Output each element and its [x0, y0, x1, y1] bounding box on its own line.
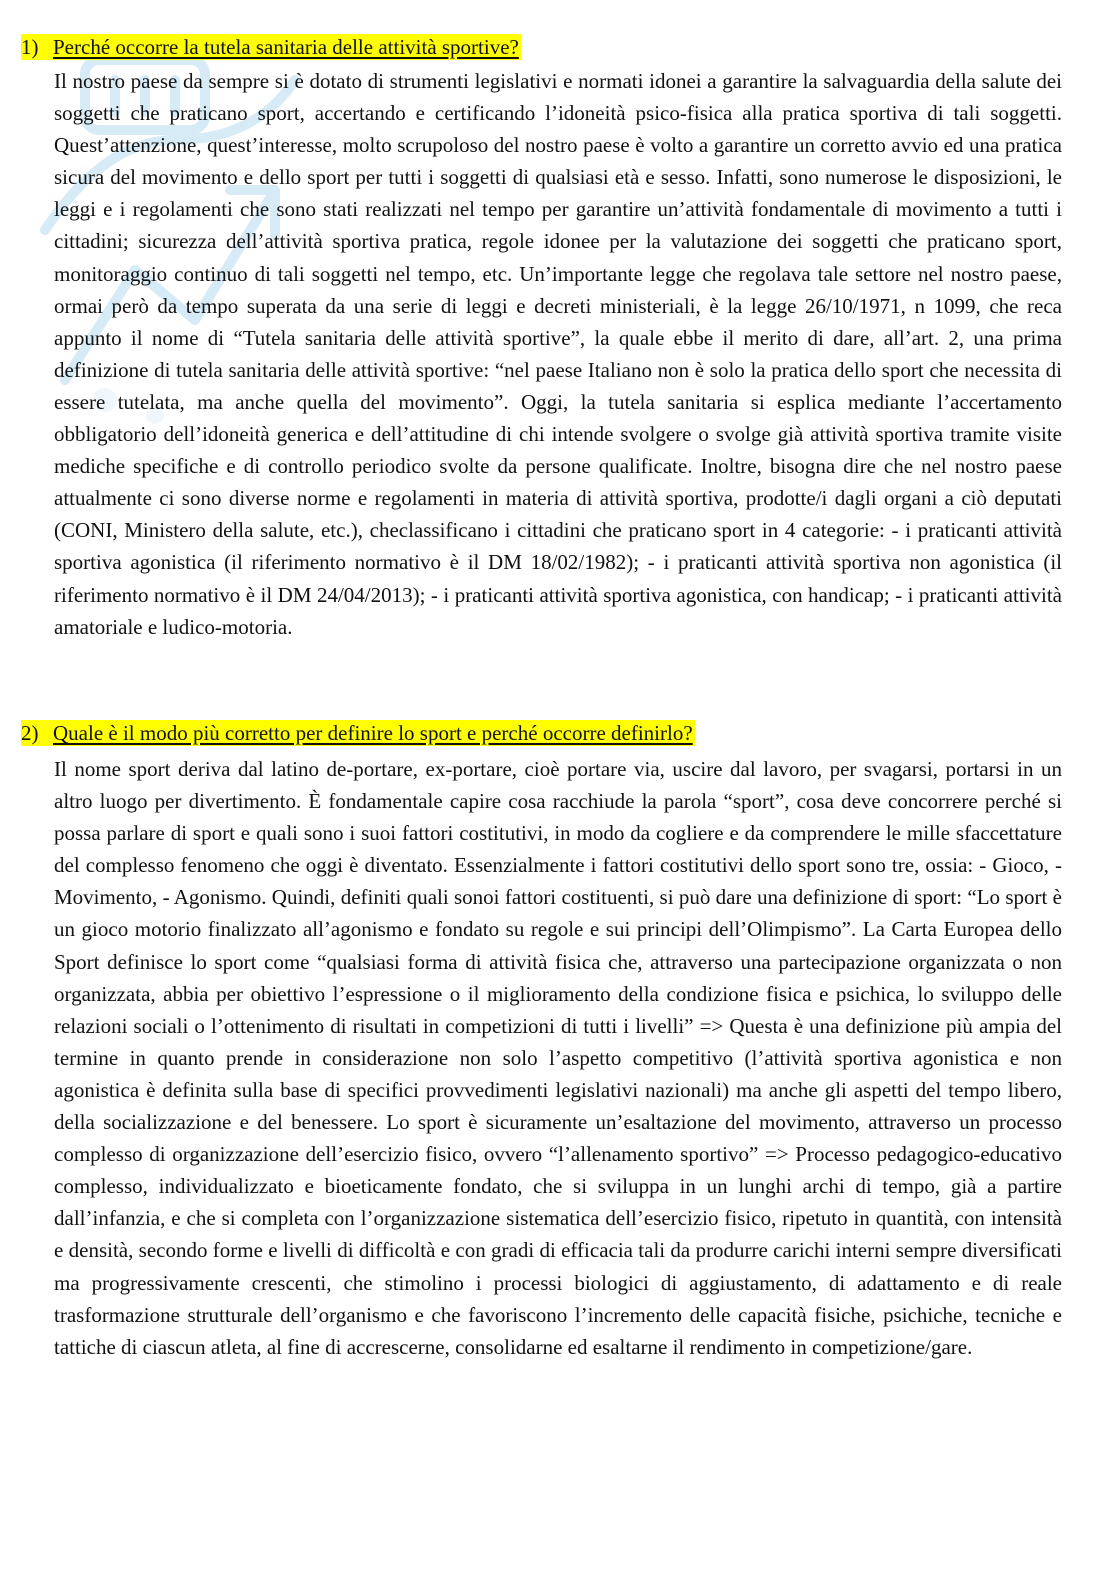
question-title: Perché occorre la tutela sanitaria delle attività sportive? — [53, 35, 519, 59]
question-heading — [21, 720, 695, 746]
question-heading — [21, 34, 521, 60]
answer-paragraph: Il nostro paese da sempre si è dotato di strumenti legislativi e normati idonei a garantire la salvaguardia della salute dei soggetti che praticano sport, accertando e certificando l’idoneità psico-fisica alla pratica sportiva di tali soggetti. Quest’attenzione, quest’interesse, molto scrupoloso del nostro paese è volto a garantire un corretto avvio ed una pratica sicura del movimento e dello sport per tutti i soggetti di qualsiasi età e sesso. Infatti, sono numerose le disposizioni, le leggi e i regolamenti che sono stati realizzati nel tempo per garantire un’attività fondamentale di movimento a tutti i cittadini; sicurezza dell’attività sportiva pratica, regole idonee per la valutazione dei soggetti che praticano sport, monitoraggio continuo di tali soggetti nel tempo, etc. Un’importante legge che regolava tale settore nel nostro paese, ormai però da tempo superata da una serie di leggi e decreti ministeriali, è la legge 26/10/1971, n 1099, che reca appunto il nome di “Tutela sanitaria delle attività sportive”, la quale ebbe il merito di dare, all’art. 2, una prima definizione di tutela sanitaria delle attività sportive: “nel paese Italiano non è solo la pratica dello sport che necessita di essere tutelata, ma anche quella del movimento”. Oggi, la tutela sanitaria si esplica mediante l’accertamento obbligatorio dell’idoneità generica e dell’attitudine di chi intende svolgere o svolge già attività sportiva tramite visite mediche specifiche e di controllo periodico svolte da persone qualificate. Inoltre, bisogna dire che nel nostro paese attualmente ci sono diverse norme e regolamenti in materia di attività sportiva, prodotte/i dagli organi a ciò deputati (CONI, Ministero della salute, etc.), checlassificano i cittadini che praticano sport in 4 categorie: - i praticanti attività sportiva agonistica (il riferimento normativo è il DM 18/02/1982); - i praticanti attività sportiva non agonistica (il riferimento normativo è il DM 24/04/2013); - i praticanti attività sportiva agonistica, con handicap; - i praticanti attività amatoriale e ludico-motoria. — [54, 69, 1062, 639]
answer-paragraph: Il nome sport deriva dal latino de-portare, ex-portare, cioè portare via, uscire dal lavoro, per svagarsi, portarsi in un altro luogo per divertimento. È fondamentale capire cosa racchiude la parola “sport”, cosa deve concorrere perché si possa parlare di sport e quali sono i suoi fattori costitutivi, in modo da cogliere e da comprendere le mille sfaccettature del complesso fenomeno che oggi è diventato. Essenzialmente i fattori costitutivi dello sport sono tre, ossia: - Gioco, - Movimento, - Agonismo. Quindi, definiti quali sonoi fattori costituenti, si può dare una definizione di sport: “Lo sport è un gioco motorio finalizzato all’agonismo e fondato su regole e sui principi dell’Olimpismo”. La Carta Europea dello Sport definisce lo sport come “qualsiasi forma di attività fisica che, attraverso una partecipazione organizzata o non organizzata, abbia per obiettivo l’espressione o il miglioramento della condizione fisica e psichica, lo sviluppo delle relazioni sociali o l’ottenimento di risultati in competizioni di tutti i livelli” => Questa è una definizione più ampia del termine in quanto prende in considerazione non solo l’aspetto competitivo (l’attività sportiva agonistica e non agonistica è definita sulla base di specifici provvedimenti legislativi nazionali) ma anche gli aspetti del tempo libero, della socializzazione e del benessere. Lo sport è sicuramente un’esaltazione del movimento, attraverso un processo complesso di organizzazione dell’esercizio fisico, ovvero “l’allenamento sportivo” => Processo pedagogico-educativo complesso, individualizzato e bioeticamente fondato, che si sviluppa in un lunghi archi di tempo, già a partire dall’infanzia, e che si completa con l’organizzazione sistematica dell’esercizio fisico, ripetuto in quantità, con intensità e densità, secondo forme e livelli di difficoltà e con gradi di efficacia tali da produrre carichi interni sempre diversificati ma progressivamente crescenti, che stimolino i processi biologici di aggiustamento, di adattamento e di reale trasformazione strutturale dell’organismo e che favoriscono l’incremento delle capacità fisiche, psichiche, tecniche e tattiche di ciascun atleta, al fine di accrescerne, consolidarne ed esaltarne il rendimento in competizione/gare. — [54, 757, 1062, 1359]
question-title: Quale è il modo più corretto per definire lo sport e perché occorre definirlo? — [53, 721, 693, 745]
question-number: 1) — [21, 34, 53, 60]
question-number: 2) — [21, 720, 53, 746]
